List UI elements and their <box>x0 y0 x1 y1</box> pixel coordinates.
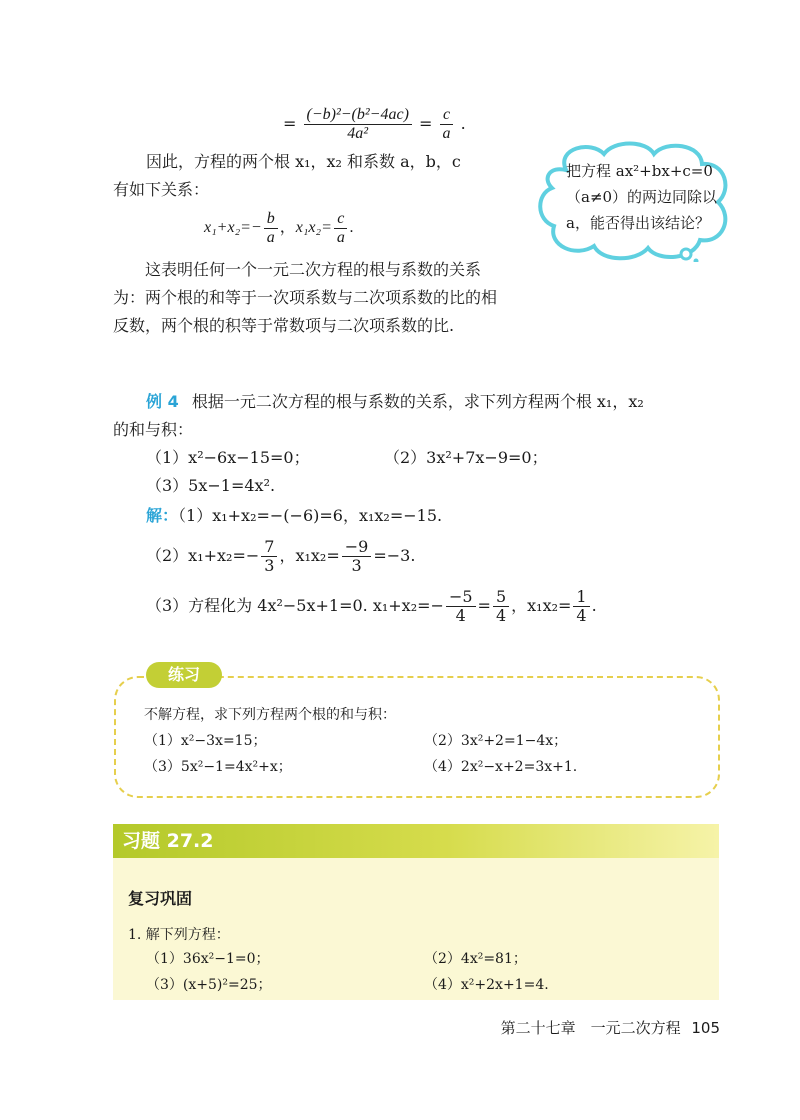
relation-product-fraction: $\frac{c}{a}$ <box>334 210 348 247</box>
practice-title: 练习 <box>146 662 222 688</box>
practice-item-2: （2）3x²+2=1−4x； <box>424 733 568 749</box>
page-number: 105 <box>691 1019 720 1037</box>
s2-fraction-1: $\frac{7}{3}$ <box>261 538 277 575</box>
thought-cloud-text: 把方程 ax²+bx+c=0（a≠0）的两边同除以 a，能否得出该结论？ <box>566 162 718 232</box>
derivation-fraction-2: $\frac{c}{a}$ <box>440 106 454 143</box>
solution-2: （2）x₁+x₂=− $\frac{7}{3}$ ，x₁x₂= $\frac{-9}{3}$ =−3. <box>146 537 416 575</box>
relation-sum-fraction: $\frac{b}{a}$ <box>264 210 278 247</box>
page-footer <box>501 1018 720 1038</box>
exercise-title: 习题 27.2 <box>122 830 214 852</box>
practice-item-4: （4）2x²−x+2=3x+1. <box>424 759 578 775</box>
practice-item-3: （3）5x²−1=4x²+x； <box>144 759 292 775</box>
derivation-formula: = $\frac{\text{(−b)²−(b²−4ac)}}{\text{4a²}}$ = $\frac{c}{a}$ . <box>283 106 466 142</box>
solution-1: 解：（1）x₁+x₂=−(−6)=6，x₁x₂=−15. <box>146 506 443 525</box>
exercise-subtitle: 复习巩固 <box>128 889 193 908</box>
practice-item-1: （1）x²−3x=15； <box>144 733 267 749</box>
example-heading: 例 4 根据一元二次方程的根与系数的关系，求下列方程两个根 x₁，x₂ <box>146 392 644 411</box>
example-heading-line2: 的和与积： <box>113 420 194 439</box>
exercise-item-1: （1）36x²−1=0； <box>146 951 270 967</box>
para1-line1: 因此，方程的两个根 x₁，x₂ 和系数 a，b，c <box>146 152 461 171</box>
exercise-q1: 1. 解下列方程： <box>128 927 230 943</box>
example-label: 例 4 <box>146 392 179 411</box>
practice-prompt: 不解方程，求下列方程两个根的和与积： <box>144 707 396 723</box>
conclusion-paragraph: 这表明任何一个一元二次方程的根与系数的关系为：两个根的和等于一次项系数与二次项系数的比的相反数，两个根的积等于常数项与二次项系数的比. <box>113 260 498 335</box>
chapter-title: 第二十七章 一元二次方程 <box>500 1019 681 1037</box>
s3-fraction-3: $\frac{1}{4}$ <box>573 588 589 625</box>
example-q1: （1）x²−6x−15=0； <box>146 448 310 467</box>
s2-fraction-2: $\frac{-9}{3}$ <box>342 538 372 575</box>
solution-3: （3）方程化为 4x²−5x+1=0. x₁+x₂=− $\frac{-5}{4}$ = $\frac{5}{4}$ ，x₁x₂= $\frac{1}{4}$ . <box>146 587 597 625</box>
exercise-item-4: （4）x²+2x+1=4. <box>424 977 549 993</box>
para1-line2: 有如下关系： <box>113 180 210 199</box>
exercise-item-3: （3）(x+5)²=25； <box>146 977 272 993</box>
s3-fraction-2: $\frac{5}{4}$ <box>493 588 509 625</box>
example-q2: （2）3x²+7x−9=0； <box>384 448 548 467</box>
derivation-fraction-1: $\frac{\text{(−b)²−(b²−4ac)}}{\text{4a²}}$ <box>304 106 412 143</box>
example-q3: （3）5x−1=4x². <box>146 476 276 495</box>
s3-fraction-1: $\frac{-5}{4}$ <box>446 588 476 625</box>
solution-label: 解： <box>146 506 179 525</box>
root-coefficient-relation: x₁+x₂=− $\frac{b}{a}$ ，x₁x₂= $\frac{c}{a}$ . <box>204 210 354 246</box>
exercise-item-2: （2）4x²=81； <box>424 951 527 967</box>
